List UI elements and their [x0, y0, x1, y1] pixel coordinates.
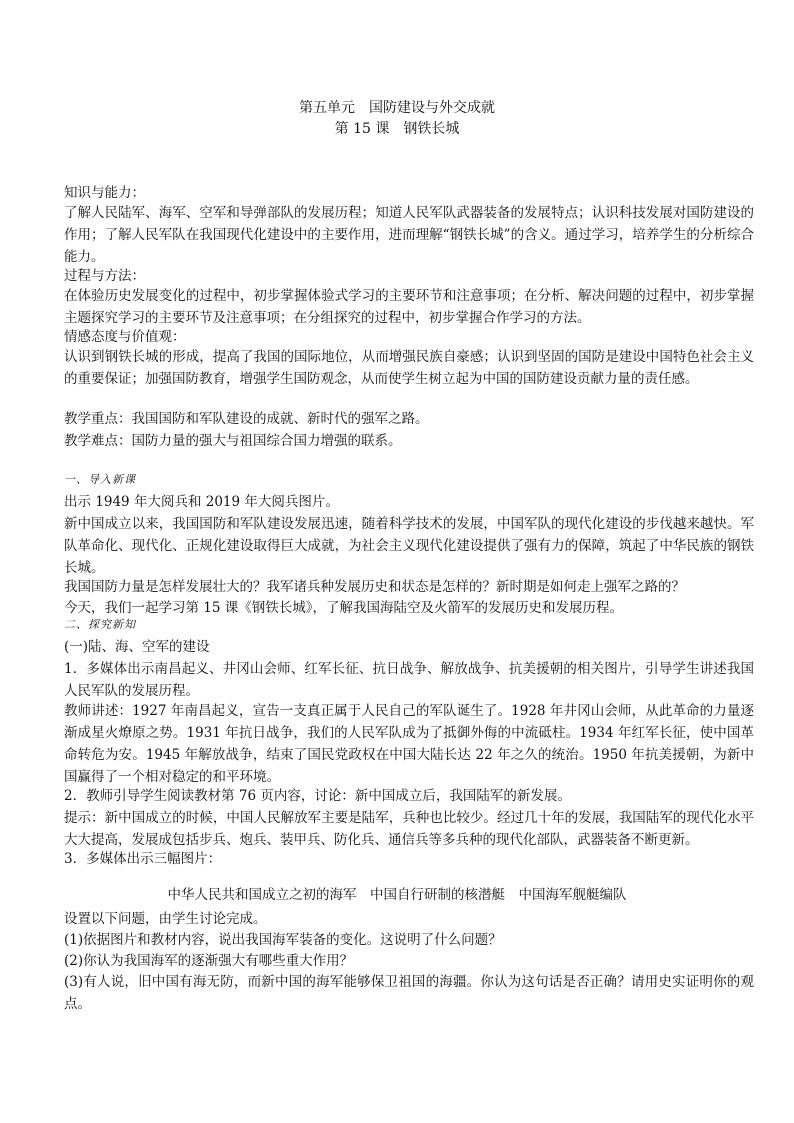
- explore-item-1-text: 1．多媒体出示南昌起义、井冈山会师、红军长征、抗日战争、解放战争、抗美援朝的相关图片，引导学生讲述我国人民军队的发展历程。: [64, 661, 754, 699]
- image-captions: 中华人民共和国成立之初的海军 中国自行研制的核潜艇 中国海军舰艇编队: [167, 887, 627, 903]
- lesson-title: 第 15 课 钢铁长城: [334, 121, 460, 137]
- explore-item-2: 2．教师引导学生阅读教材第 76 页内容，讨论：新中国成立后，我国陆军的新发展。: [64, 788, 571, 804]
- intro-line-parade: 出示 1949 年大阅兵和 2019 年大阅兵图片。: [64, 494, 339, 510]
- teacher-narration: [64, 700, 754, 788]
- process-paragraph: 在体验历史发展变化的过程中，初步掌握体验式学习的主要环节和注意事项；在分析、解决问题的过程中，初步掌握主题探究学习的主要环节及注意事项；在分组探究的过程中，初步掌握合作学习的方法。: [64, 288, 754, 326]
- process-heading: 过程与方法：: [64, 268, 145, 284]
- process-text: [64, 285, 754, 329]
- emotion-paragraph: 认识到钢铁长城的形成，提高了我国的国际地位，从而增强民族自豪感；认识到坚固的国防是建设中国特色社会主义的重要保证；加强国防教育，增强学生国防观念，从而使学生树立起为中国的国防建设贡献力量的责任感。: [64, 349, 754, 387]
- hint-text: 提示：新中国成立的时候，中国人民解放军主要是陆军，兵种也比较少。经过几十年的发展，我国陆军的现代化水平大大提高，发展成包括步兵、炮兵、装甲兵、防化兵、通信兵等多兵种的现代化部队，武器装备不断更新。: [64, 810, 754, 848]
- knowledge-heading: 知识与能力：: [64, 185, 145, 201]
- question-3-text: (3)有人说，旧中国有海无防，而新中国的海军能够保卫祖国的海疆。你认为这句话是否正确？请用史实证明你的观点。: [64, 974, 754, 1012]
- knowledge-text: [64, 202, 754, 268]
- teaching-difficulty: 教学难点：国防力量的强大与祖国综合国力增强的联系。: [64, 433, 402, 449]
- emotion-heading: 情感态度与价值观：: [64, 329, 186, 345]
- intro-paragraph-text: 新中国成立以来，我国国防和军队建设发展迅速，随着科学技术的发展，中国军队的现代化建设的步伐越来越快。军队革命化、现代化、正规化建设取得巨大成就，为社会主义现代化建设提供了强有力的保障，筑起了中华民族的钢铁长城。: [64, 516, 754, 576]
- discussion-setup: 设置以下问题，由学生讨论完成。: [64, 911, 267, 927]
- hint-block: [64, 807, 754, 851]
- intro-paragraph: [64, 513, 754, 579]
- emotion-text: [64, 346, 754, 390]
- unit-title: 第五单元 国防建设与外交成就: [299, 100, 495, 116]
- knowledge-paragraph: 了解人民陆军、海军、空军和导弹部队的发展历程；知道人民军队武器装备的发展特点；认识科技发展对国防建设的作用；了解人民军队在我国现代化建设中的主要作用，进而理解“钢铁长城”的含义。通过学习，培养学生的分析综合能力。: [64, 205, 754, 265]
- intro-question: 我国国防力量是怎样发展壮大的？我军诸兵种发展历史和状态是怎样的？新时期是如何走上强军之路的？: [64, 579, 685, 595]
- intro-today: 今天，我们一起学习第 15 课《钢铁长城》，了解我国海陆空及火箭军的发展历史和发展历程。: [64, 600, 624, 616]
- explore-item-3: 3．多媒体出示三幅图片：: [64, 851, 222, 867]
- question-1: (1)依据图片和教材内容，说出我国海军装备的变化。这说明了什么问题？: [64, 932, 502, 948]
- question-3: [64, 971, 754, 1015]
- question-2: (2)你认为我国海军的逐渐强大有哪些重大作用？: [64, 953, 354, 969]
- subsection-army-navy-airforce: (一)陆、海、空军的建设: [64, 639, 210, 655]
- explore-item-1: [64, 658, 754, 702]
- section-explore-label: 二、探究新知: [64, 618, 136, 631]
- teacher-narration-text: 教师讲述：1927 年南昌起义，宣告一支真正属于人民自己的军队诞生了。1928 年井冈山会师，从此革命的力量逐渐成星火燎原之势。1931 年抗日战争，我们的人民军队成为了抵御外侮的中流砥柱。1934 年红军长征，使中国革命转危为安。1945 年解放战争，结束了国民党政权在中国大陆长达 22 年之久的统治。1950 年抗美援朝，为新中国赢得了一个相对稳定的和平环境。: [64, 703, 754, 785]
- section-intro-label: 一、导入新课: [64, 473, 136, 486]
- teaching-focus: 教学重点：我国国防和军队建设的成就、新时代的强军之路。: [64, 411, 429, 427]
